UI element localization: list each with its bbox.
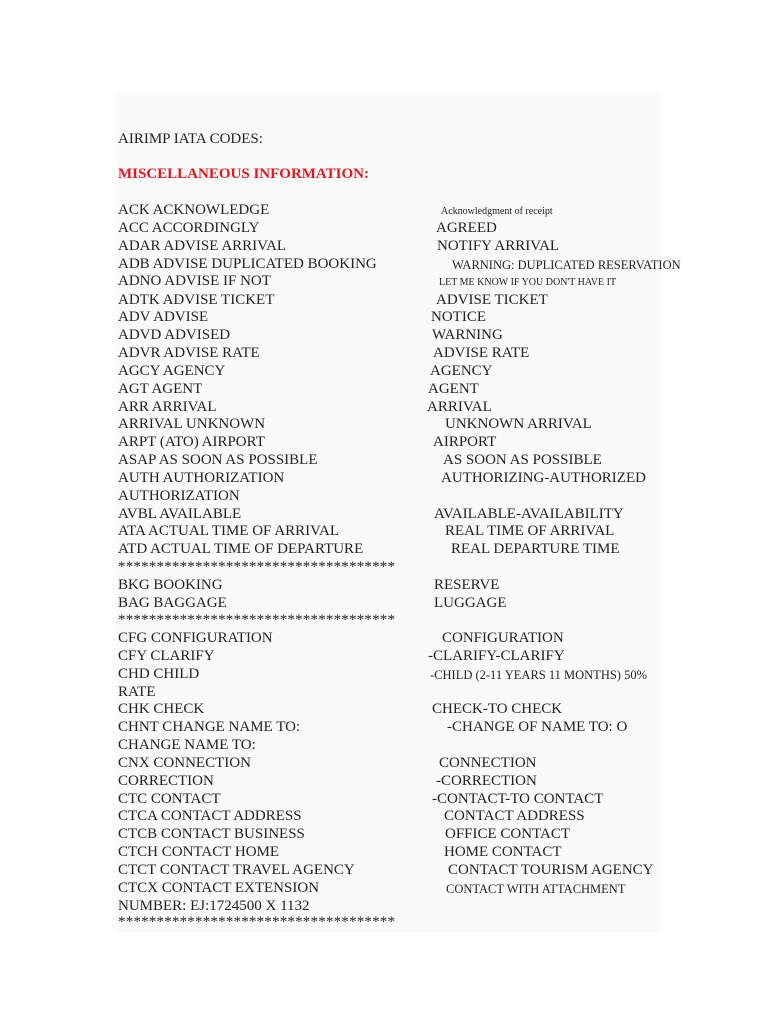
code-entry: AUTH AUTHORIZATION (118, 470, 285, 486)
code-entry: ACK ACKNOWLEDGE (118, 202, 270, 218)
code-entry: ATA ACTUAL TIME OF ARRIVAL (118, 523, 340, 539)
code-entry: ASAP AS SOON AS POSSIBLE (118, 452, 318, 468)
code-meaning: REAL DEPARTURE TIME (451, 541, 620, 557)
code-meaning: ADVISE RATE (433, 345, 530, 361)
code-meaning: AGENCY (430, 363, 493, 379)
code-entry: CTCA CONTACT ADDRESS (118, 808, 302, 824)
code-entry: BAG BAGGAGE (118, 595, 227, 611)
code-meaning: AIRPORT (433, 434, 497, 450)
code-entry: ACC ACCORDINGLY (118, 220, 260, 236)
code-meaning: -CLARIFY-CLARIFY (428, 648, 565, 664)
code-entry: RATE (118, 684, 156, 700)
code-entry: CHK CHECK (118, 701, 205, 717)
code-entry: ADAR ADVISE ARRIVAL (118, 238, 287, 254)
code-meaning: AGREED (436, 220, 497, 236)
code-entry: CFG CONFIGURATION (118, 630, 273, 646)
code-meaning: ARRIVAL (427, 399, 492, 415)
code-meaning: OFFICE CONTACT (445, 826, 571, 842)
code-meaning: CONNECTION (439, 755, 537, 771)
code-entry: ADV ADVISE (118, 309, 209, 325)
code-entry: CNX CONNECTION (118, 755, 251, 771)
code-entry: CTCB CONTACT BUSINESS (118, 826, 305, 842)
code-entry: CTC CONTACT (118, 791, 221, 807)
code-meaning: LUGGAGE (434, 595, 507, 611)
code-meaning: NOTICE (431, 309, 486, 325)
code-meaning: NOTIFY ARRIVAL (437, 238, 560, 254)
code-entry: CTCH CONTACT HOME (118, 844, 280, 860)
code-meaning: CHECK-TO CHECK (432, 701, 563, 717)
code-meaning: AGENT (428, 381, 479, 397)
code-meaning: LET ME KNOW IF YOU DON'T HAVE IT (439, 277, 617, 288)
code-meaning: AVAILABLE-AVAILABILITY (434, 506, 624, 522)
section-heading: MISCELLANEOUS INFORMATION: (118, 166, 369, 182)
code-entry: ATD ACTUAL TIME OF DEPARTURE (118, 541, 364, 557)
code-entry: CHANGE NAME TO: (118, 737, 256, 753)
code-meaning: CONTACT WITH ATTACHMENT (446, 882, 626, 896)
code-entry: AUTHORIZATION (118, 488, 240, 504)
code-meaning: AS SOON AS POSSIBLE (443, 452, 602, 468)
code-meaning: Acknowledgment of receipt (441, 206, 553, 217)
code-entry: CTCT CONTACT TRAVEL AGENCY (118, 862, 355, 878)
code-entry: ARPT (ATO) AIRPORT (118, 434, 265, 450)
code-meaning: CONTACT ADDRESS (444, 808, 585, 824)
code-meaning: UNKNOWN ARRIVAL (445, 416, 592, 432)
code-entry: ADVD ADVISED (118, 327, 231, 343)
code-entry: ARRIVAL UNKNOWN (118, 416, 266, 432)
code-entry: ADB ADVISE DUPLICATED BOOKING (118, 256, 377, 272)
code-entry: CFY CLARIFY (118, 648, 215, 664)
code-entry: ADTK ADVISE TICKET (118, 292, 275, 308)
separator-stars: ************************************ (118, 914, 396, 930)
code-entry: AGT AGENT (118, 381, 203, 397)
code-meaning: CONTACT TOURISM AGENCY (448, 862, 654, 878)
code-entry: CTCX CONTACT EXTENSION (118, 880, 320, 896)
code-entry: CHD CHILD (118, 666, 200, 682)
document-title: AIRIMP IATA CODES: (118, 131, 263, 147)
code-meaning: AUTHORIZING-AUTHORIZED (441, 470, 646, 486)
code-entry: AGCY AGENCY (118, 363, 226, 379)
code-meaning: -CONTACT-TO CONTACT (432, 791, 604, 807)
code-entry: ARR ARRIVAL (118, 399, 217, 415)
code-meaning: -CORRECTION (436, 773, 537, 789)
code-entry: NUMBER: EJ:1724500 X 1132 (118, 898, 310, 914)
code-meaning: -CHILD (2-11 YEARS 11 MONTHS) 50% (430, 668, 647, 682)
code-meaning: -CHANGE OF NAME TO: O (447, 719, 628, 735)
code-meaning: WARNING (432, 327, 503, 343)
code-meaning: RESERVE (434, 577, 500, 593)
code-entry: ADNO ADVISE IF NOT (118, 273, 271, 289)
code-entry: CHNT CHANGE NAME TO: (118, 719, 301, 735)
code-meaning: WARNING: DUPLICATED RESERVATION (452, 258, 681, 272)
code-entry: AVBL AVAILABLE (118, 506, 242, 522)
code-meaning: REAL TIME OF ARRIVAL (445, 523, 615, 539)
code-entry: CORRECTION (118, 773, 214, 789)
code-entry: BKG BOOKING (118, 577, 223, 593)
code-meaning: ADVISE TICKET (436, 292, 548, 308)
separator-stars: ************************************ (118, 612, 396, 628)
code-meaning: HOME CONTACT (444, 844, 562, 860)
code-entry: ADVR ADVISE RATE (118, 345, 260, 361)
code-meaning: CONFIGURATION (442, 630, 564, 646)
separator-stars: ************************************ (118, 559, 396, 575)
